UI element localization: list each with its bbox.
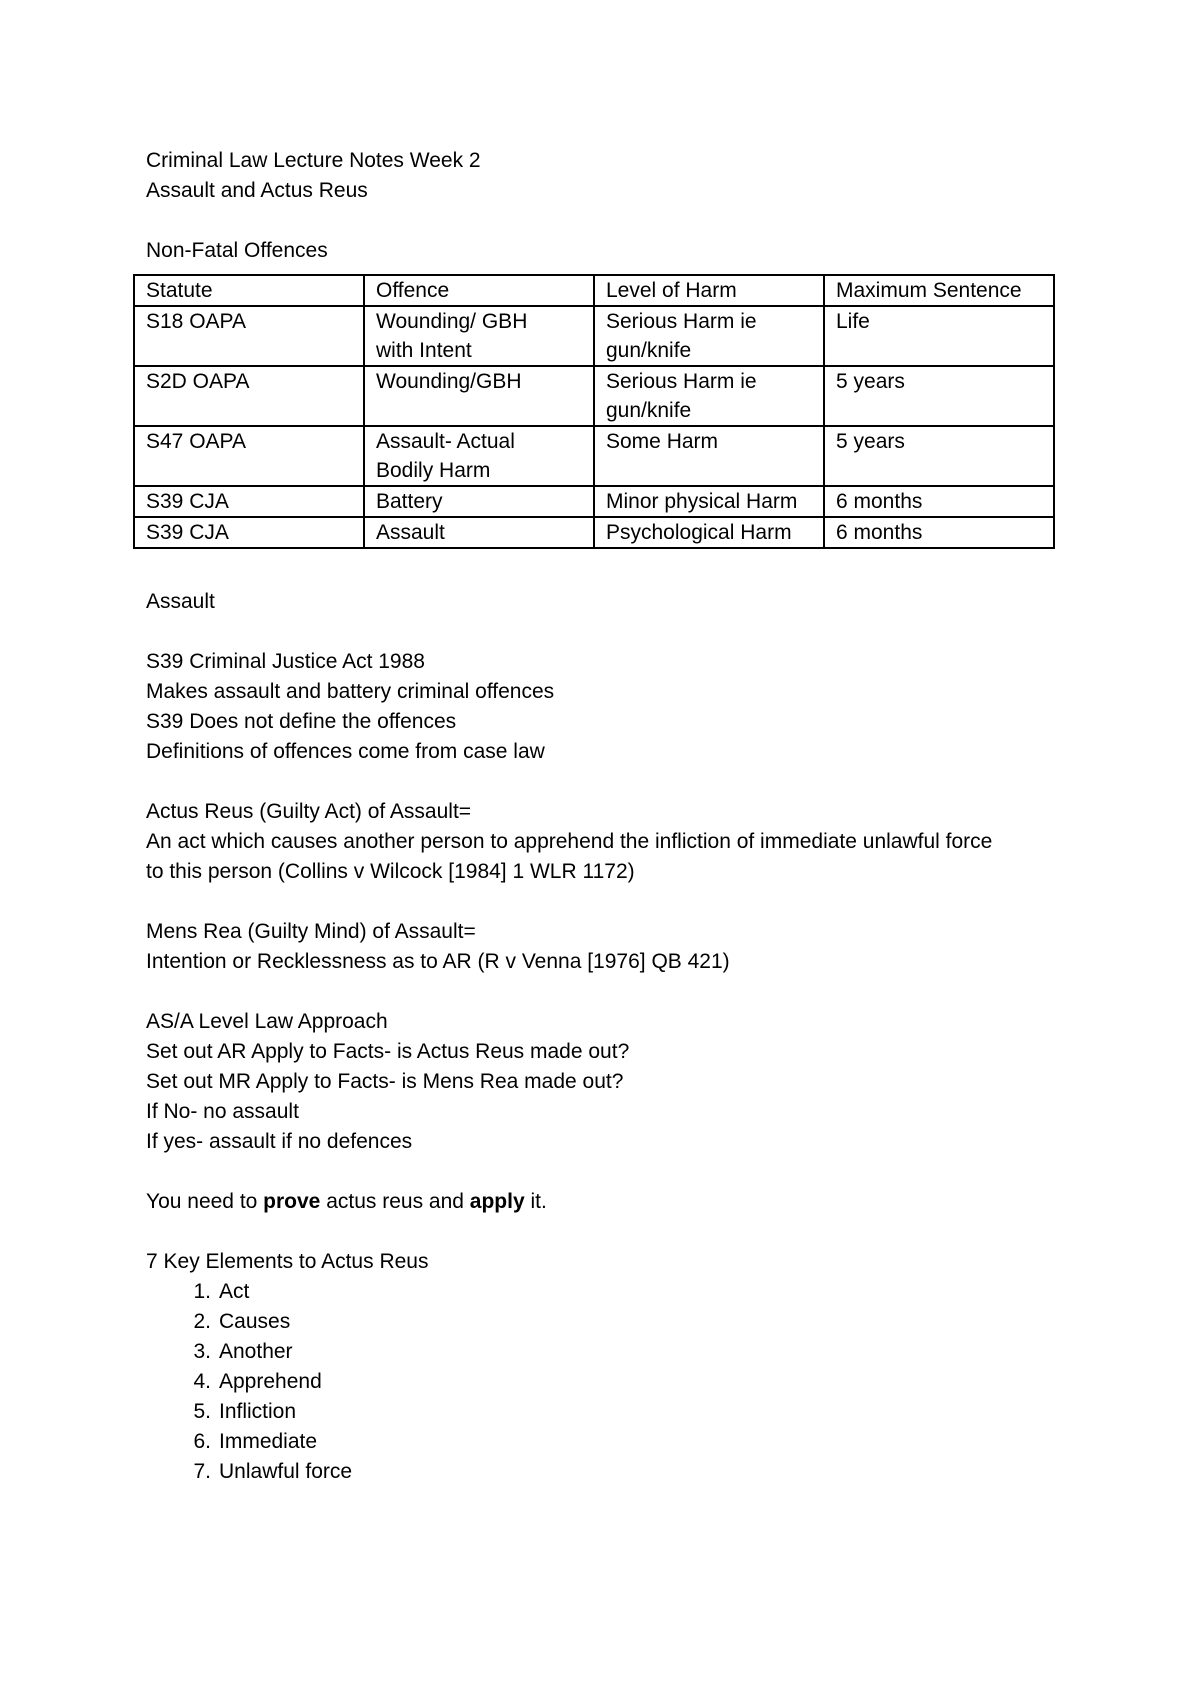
assault-line: S39 Does not define the offences xyxy=(146,710,457,733)
assault-line: Definitions of offences come from case law xyxy=(146,740,545,763)
table-cell: 5 years xyxy=(824,366,1054,426)
column-header-offence: Offence xyxy=(364,275,594,306)
table-cell: S39 CJA xyxy=(134,486,364,517)
list-item xyxy=(193,1457,1066,1487)
apply-bold-word: apply xyxy=(469,1190,525,1213)
spacer xyxy=(146,617,1066,647)
table-cell: S47 OAPA xyxy=(134,426,364,486)
assault-heading: Assault xyxy=(146,590,215,613)
list-item-label: Another xyxy=(219,1340,293,1363)
prove-text-part: actus reus and xyxy=(320,1190,470,1213)
table-row xyxy=(134,366,1054,426)
actus-reus-heading: Actus Reus (Guilty Act) of Assault= xyxy=(146,800,472,823)
table-cell: Wounding/GBH xyxy=(364,366,594,426)
list-item-number: 3. xyxy=(193,1340,211,1363)
list-item-number: 1. xyxy=(193,1280,211,1303)
table-cell: Wounding/ GBH with Intent xyxy=(364,306,594,366)
spacer xyxy=(146,887,1066,917)
spacer xyxy=(146,977,1066,1007)
column-header-level-of-harm: Level of Harm xyxy=(594,275,824,306)
list-item-label: Act xyxy=(219,1280,250,1303)
table-cell: Some Harm xyxy=(594,426,824,486)
approach-line: If yes- assault if no defences xyxy=(146,1130,413,1153)
spacer xyxy=(146,1157,1066,1187)
list-item-number: 4. xyxy=(193,1370,211,1393)
prove-bold-word: prove xyxy=(263,1190,321,1213)
prove-text-part: You need to xyxy=(146,1190,264,1213)
list-item xyxy=(193,1427,1066,1457)
table-cell: Psychological Harm xyxy=(594,517,824,548)
elements-list xyxy=(146,1277,1066,1487)
assault-line: S39 Criminal Justice Act 1988 xyxy=(146,650,425,673)
table-cell: Battery xyxy=(364,486,594,517)
table-cell: 6 months xyxy=(824,486,1054,517)
column-header-maximum-sentence: Maximum Sentence xyxy=(824,275,1054,306)
spacer xyxy=(146,557,1066,587)
mens-rea-heading: Mens Rea (Guilty Mind) of Assault= xyxy=(146,920,476,943)
list-item-number: 5. xyxy=(193,1400,211,1423)
table-row xyxy=(134,486,1054,517)
prove-text-part: it. xyxy=(524,1190,547,1213)
spacer xyxy=(146,767,1066,797)
table-cell: 5 years xyxy=(824,426,1054,486)
offences-table xyxy=(133,274,1055,549)
table-row xyxy=(134,426,1054,486)
list-item-label: Infliction xyxy=(219,1400,297,1423)
list-item xyxy=(193,1277,1066,1307)
table-cell: Minor physical Harm xyxy=(594,486,824,517)
approach-heading: AS/A Level Law Approach xyxy=(146,1010,388,1033)
approach-line: If No- no assault xyxy=(146,1100,299,1123)
assault-line: Makes assault and battery criminal offences xyxy=(146,680,555,703)
document-subtitle: Assault and Actus Reus xyxy=(146,179,368,202)
actus-reus-definition: An act which causes another person to apprehend the infliction of immediate unlawful force xyxy=(146,830,993,853)
table-cell: Life xyxy=(824,306,1054,366)
list-item xyxy=(193,1307,1066,1337)
spacer xyxy=(146,206,1066,236)
list-item-number: 7. xyxy=(193,1460,211,1483)
prove-apply-sentence xyxy=(146,1187,1066,1217)
list-item-label: Unlawful force xyxy=(219,1460,353,1483)
approach-line: Set out MR Apply to Facts- is Mens Rea made out? xyxy=(146,1070,624,1093)
column-header-statute: Statute xyxy=(134,275,364,306)
document-page xyxy=(146,146,1066,1487)
table-cell: Serious Harm ie gun/knife xyxy=(594,306,824,366)
table-cell: S2D OAPA xyxy=(134,366,364,426)
approach-line: Set out AR Apply to Facts- is Actus Reus made out? xyxy=(146,1040,630,1063)
table-cell: 6 months xyxy=(824,517,1054,548)
spacer xyxy=(146,1217,1066,1247)
table-header-row xyxy=(134,275,1054,306)
table-cell: S39 CJA xyxy=(134,517,364,548)
table-cell: S18 OAPA xyxy=(134,306,364,366)
list-item-label: Causes xyxy=(219,1310,291,1333)
document-title: Criminal Law Lecture Notes Week 2 xyxy=(146,149,481,172)
elements-heading: 7 Key Elements to Actus Reus xyxy=(146,1250,429,1273)
list-item-number: 2. xyxy=(193,1310,211,1333)
table-cell: Serious Harm ie gun/knife xyxy=(594,366,824,426)
list-item xyxy=(193,1397,1066,1427)
list-item-number: 6. xyxy=(193,1430,211,1453)
table-cell: Assault- Actual Bodily Harm xyxy=(364,426,594,486)
actus-reus-citation: to this person (Collins v Wilcock [1984] 1 WLR 1172) xyxy=(146,860,635,883)
table-row xyxy=(134,517,1054,548)
list-item xyxy=(193,1337,1066,1367)
table-row xyxy=(134,306,1054,366)
table-cell: Assault xyxy=(364,517,594,548)
list-item-label: Immediate xyxy=(219,1430,318,1453)
list-item xyxy=(193,1367,1066,1397)
non-fatal-heading: Non-Fatal Offences xyxy=(146,239,328,262)
mens-rea-definition: Intention or Recklessness as to AR (R v Venna [1976] QB 421) xyxy=(146,950,730,973)
list-item-label: Apprehend xyxy=(219,1370,322,1393)
